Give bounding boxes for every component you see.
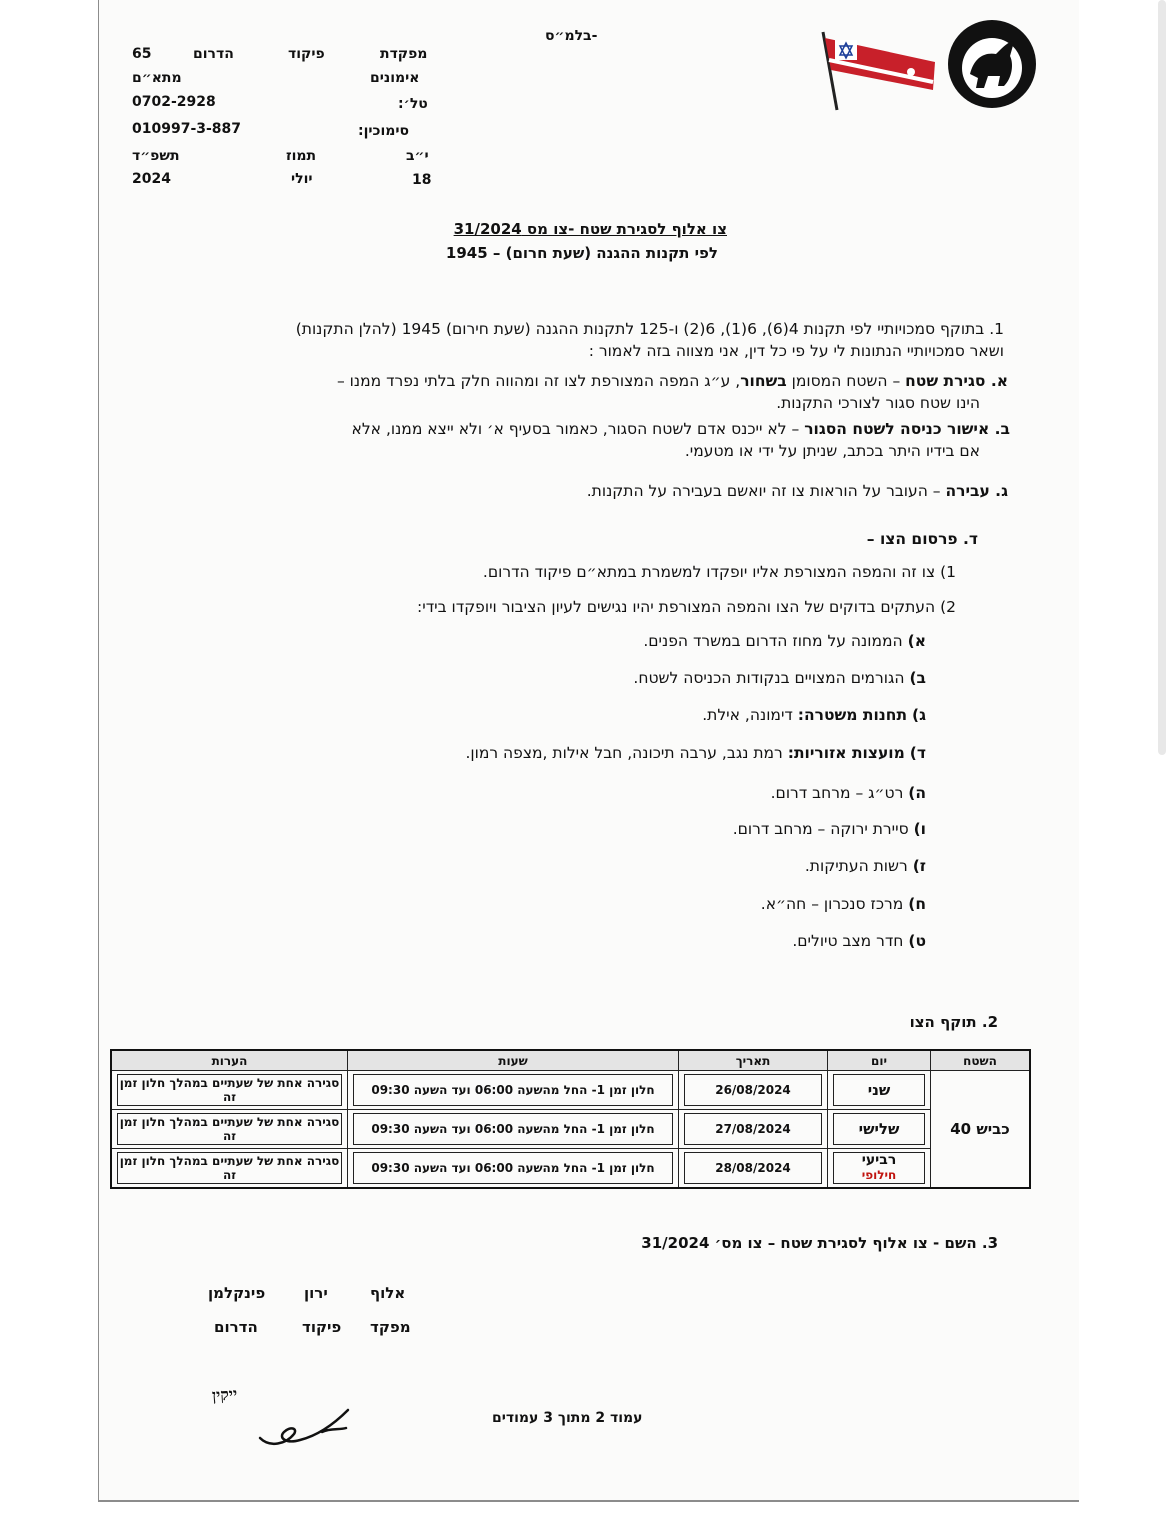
reference-value: 010997-3-887 [132,121,242,137]
unit-label-line2: אימונים [370,70,420,86]
section1-c: ג. עבירה – העובר על הוראות צו זה יואשם בעבירה על התקנות. [586,482,1008,500]
signature-icon [250,1398,370,1450]
notes-cell: סגירה אחת של שעתיים במהלך חלון זמן זה [111,1149,348,1189]
year: 2024 [132,171,171,187]
date-cell: 27/08/2024 [679,1110,828,1149]
section1-b-line2: אם בידיו היתר בכתב, שניתן על ידי או מטעמי. [684,442,980,460]
notes-cell: סגירה אחת של שעתיים במהלך חלון זמן זה [111,1071,348,1110]
area-cell: כביש 40 [931,1071,1031,1189]
signer-first-name: ירון [304,1284,328,1302]
document-subtitle: לפי תקנות ההגנה (שעת חרום) – 1945 [445,244,718,262]
schedule-table [110,1049,1031,1189]
document-title: צו אלוף לסגירת שטח -צו מס 31/2024 [453,220,727,238]
day-cell: שלישי [828,1110,931,1149]
section1-b-head: ב. אישור כניסה לשטח הסגור [804,420,1010,438]
section1-line2: ושאר סמכויותיי הנתונות לי על פי כל דין, אני מצווה בזה לאמור : [588,342,1004,360]
signer-title-3: הדרום [214,1318,258,1336]
section1-b-line1: ב. אישור כניסה לשטח הסגור – לא ייכנס אדם לשטח הסגור, כאמור בסעיף א׳ ולא ייצא ממנו, אלא [351,420,1010,438]
classification: -בלמ״ס [545,28,598,44]
hq-name: מתא״ם [132,70,182,86]
distribution-list-item: ג) תחנות משטרה: דימונה, אילת. [702,706,926,724]
phone-label: טל׳: [398,96,428,112]
signer-last-name: פינקלמן [208,1284,266,1302]
hours-cell: חלון זמן 1- החל מהשעה 06:00 ועד השעה 09:30 [348,1149,679,1189]
table-row [111,1110,1030,1149]
col-day: יום [828,1050,931,1071]
signature-scribble-text: ייקין [211,1384,238,1405]
distribution-list-item: ז) רשות העתיקות. [804,857,926,875]
command-word-2: הדרום [193,46,234,62]
section1-d2: 2) העתקים בדוקים של הצו והמפה המצורפת יהיו נגישים לעיון הציבור ויופקדו בידי: [417,598,956,616]
date-cell: 28/08/2024 [679,1149,828,1189]
section1-a-line2: הינו שטח סגור לצורכי התקנות. [776,394,980,412]
section1-a-head: א. סגירת שטח [905,372,1008,390]
section3-text: 3. השם - צו אלוף לסגירת שטח – צו מס׳ 31/2024 [641,1234,998,1252]
table-header-row [111,1050,1030,1071]
section1-a-line1: א. סגירת שטח – השטח המסומן בשחור, ע״ג המפה המצורפת לצו זה ומהווה חלק בלתי נפרד ממנו – [336,372,1008,390]
reference-label: סימוכין: [358,123,410,139]
table-row [111,1149,1030,1189]
signer-title-2: פיקוד [302,1318,342,1336]
distribution-list-item: ה) רט״ג – מרחב דרום. [770,784,926,802]
distribution-list-item: א) הממונה על מחוז הדרום במשרד הפנים. [643,632,926,650]
distribution-list-item: ד) מועצות אזוריות: רמת נגב, ערבה תיכונה, חבל אילות ,מצפה רמון. [465,744,926,762]
section1-c-head: ג. עבירה [945,482,1008,500]
date-cell: 26/08/2024 [679,1071,828,1110]
section2-heading: 2. תוקף הצו [909,1013,998,1031]
command-word-1: פיקוד [288,46,325,62]
hebrew-year: תשפ״ד [132,148,180,164]
unit-emblem-icon [944,16,1040,112]
notes-cell: סגירה אחת של שעתיים במהלך חלון זמן זה [111,1110,348,1149]
signer-rank: אלוף [370,1284,406,1302]
section1-line1: 1. בתוקף סמכויותיי לפי תקנות 4(6), 6(1), 6(2) ו-125 לתקנות ההגנה (שעת חירום) 1945 (להלן התקנות) [295,320,1004,338]
table-row [111,1071,1030,1110]
col-area: השטח [931,1050,1031,1071]
phone-value: 0702-2928 [132,94,216,110]
month: יולי [291,171,313,187]
distribution-list-item: ו) סיירת ירוקה – מרחב דרום. [732,820,926,838]
section1-d-head: ד. פרסום הצו – [866,530,978,548]
distribution-list-item: ב) הגורמים המצויים בנקודות הכניסה לשטח. [633,669,926,687]
col-hours: שעות [348,1050,679,1071]
section1-a-bold: בשחור [740,372,787,390]
alternate-day-note: חילופי [861,1168,897,1182]
day-cell: רביעי חילופי [828,1149,931,1189]
unit-number: 65 [132,46,152,62]
col-date: תאריך [679,1050,828,1071]
hours-cell: חלון זמן 1- החל מהשעה 06:00 ועד השעה 09:30 [348,1071,679,1110]
distribution-list-item: ח) מרכז סנכרון – חה״א. [760,895,926,913]
scrollbar[interactable] [1158,0,1166,755]
hebrew-month: תמוז [286,148,317,164]
col-notes: הערות [111,1050,348,1071]
hebrew-day: י״ב [406,148,429,164]
day-cell: שני [828,1071,931,1110]
hours-cell: חלון זמן 1- החל מהשעה 06:00 ועד השעה 09:30 [348,1110,679,1149]
unit-label-line1: מפקדת [380,46,428,62]
section1-d1: 1) צו זה והמפה המצורפת אליו יופקדו למשמרת במתא״ם פיקוד הדרום. [482,563,956,581]
signer-title-1: מפקד [370,1318,411,1336]
page-number: עמוד 2 מתוך 3 עמודים [492,1410,643,1426]
distribution-list-item: ט) חדר מצב טיולים. [792,932,926,950]
day: 18 [412,172,432,188]
